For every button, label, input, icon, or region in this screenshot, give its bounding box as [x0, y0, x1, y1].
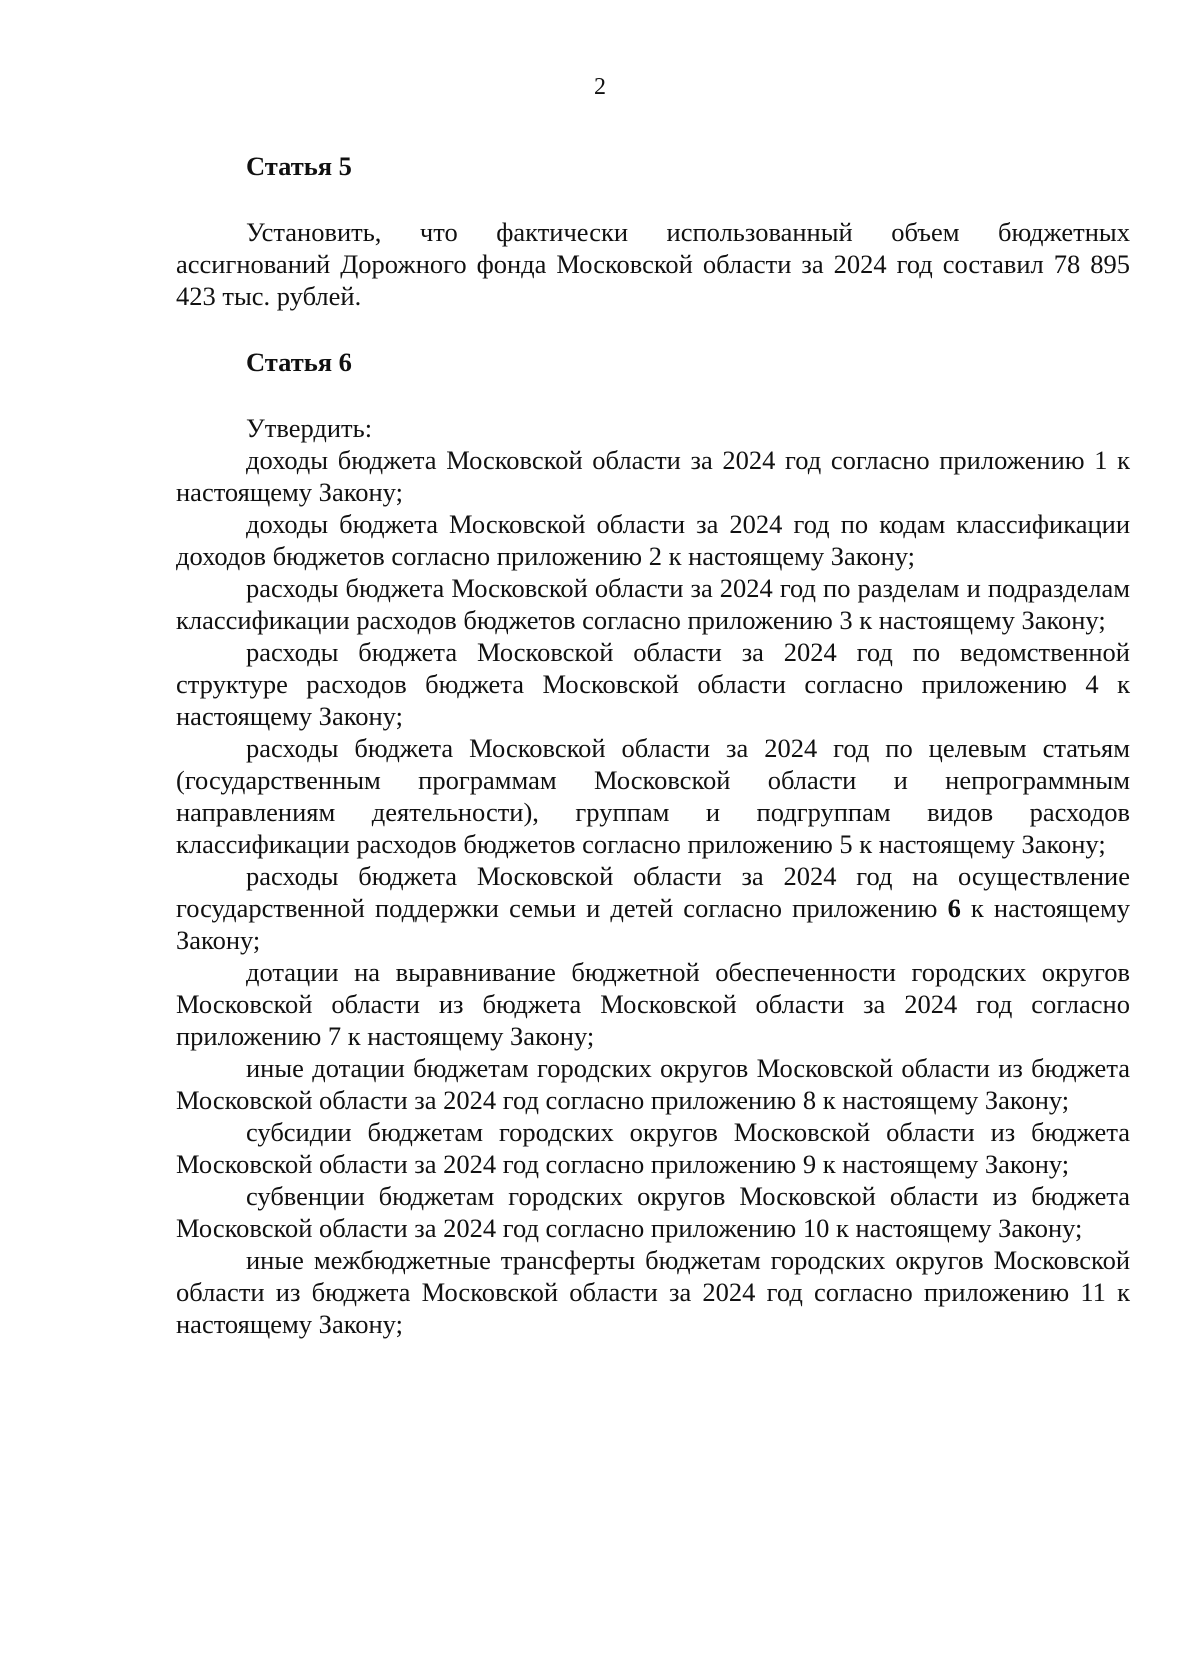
item-6-text-after: к настоящему Закону;	[176, 893, 1130, 955]
article-6-item-10: субвенции бюджетам городских округов Московской области из бюджета Московской области за 2024 год согласно приложению 10 к настоящему Закону;	[176, 1181, 1130, 1243]
article-6-item-3: расходы бюджета Московской области за 2024 год по разделам и подразделам классификации расходов бюджетов согласно приложению 3 к настоящему Закону;	[176, 573, 1130, 635]
item-6-text-before: расходы бюджета Московской области за 2024 год на осуществление государственной поддержки семьи и детей согласно приложению	[176, 861, 1130, 923]
article-5-text: Установить, что фактически использованный объем бюджетных ассигнований Дорожного фонда Московской области за 2024 год составил 78 895 423 тыс. рублей.	[176, 217, 1130, 311]
article-6-title: Статья 6	[246, 347, 352, 377]
article-6-item-4: расходы бюджета Московской области за 2024 год по ведомственной структуре расходов бюджета Московской области согласно приложению 4 к настоящему Закону;	[176, 637, 1130, 731]
article-5-title: Статья 5	[246, 151, 352, 181]
article-6-intro: Утвердить:	[246, 413, 373, 443]
item-6-appendix-number: 6	[947, 893, 961, 923]
page-number: 2	[594, 74, 606, 100]
article-6-item-2: доходы бюджета Московской области за 2024 год по кодам классификации доходов бюджетов согласно приложению 2 к настоящему Закону;	[176, 509, 1130, 571]
article-6-item-8: иные дотации бюджетам городских округов Московской области из бюджета Московской области за 2024 год согласно приложению 8 к настоящему Закону;	[176, 1053, 1130, 1115]
document-body	[176, 150, 1130, 1340]
article-6-item-9: субсидии бюджетам городских округов Московской области из бюджета Московской области за 2024 год согласно приложению 9 к настоящему Закону;	[176, 1117, 1130, 1179]
article-6-item-11: иные межбюджетные трансферты бюджетам городских округов Московской области из бюджета Московской области за 2024 год согласно приложению 11 к настоящему Закону;	[176, 1245, 1130, 1339]
article-6-item-7: дотации на выравнивание бюджетной обеспеченности городских округов Московской области из бюджета Московской области за 2024 год согласно приложению 7 к настоящему Закону;	[176, 957, 1130, 1051]
article-6-item-5: расходы бюджета Московской области за 2024 год по целевым статьям (государственным программам Московской области и непрограммным направлениям деятельности), группам и подгруппам видов расходов классификации расходов бюджетов согласно приложению 5 к настоящему Закону;	[176, 733, 1130, 859]
article-6-item-1: доходы бюджета Московской области за 2024 год согласно приложению 1 к настоящему Закону;	[176, 445, 1130, 507]
article-6-item-6	[176, 860, 1130, 956]
